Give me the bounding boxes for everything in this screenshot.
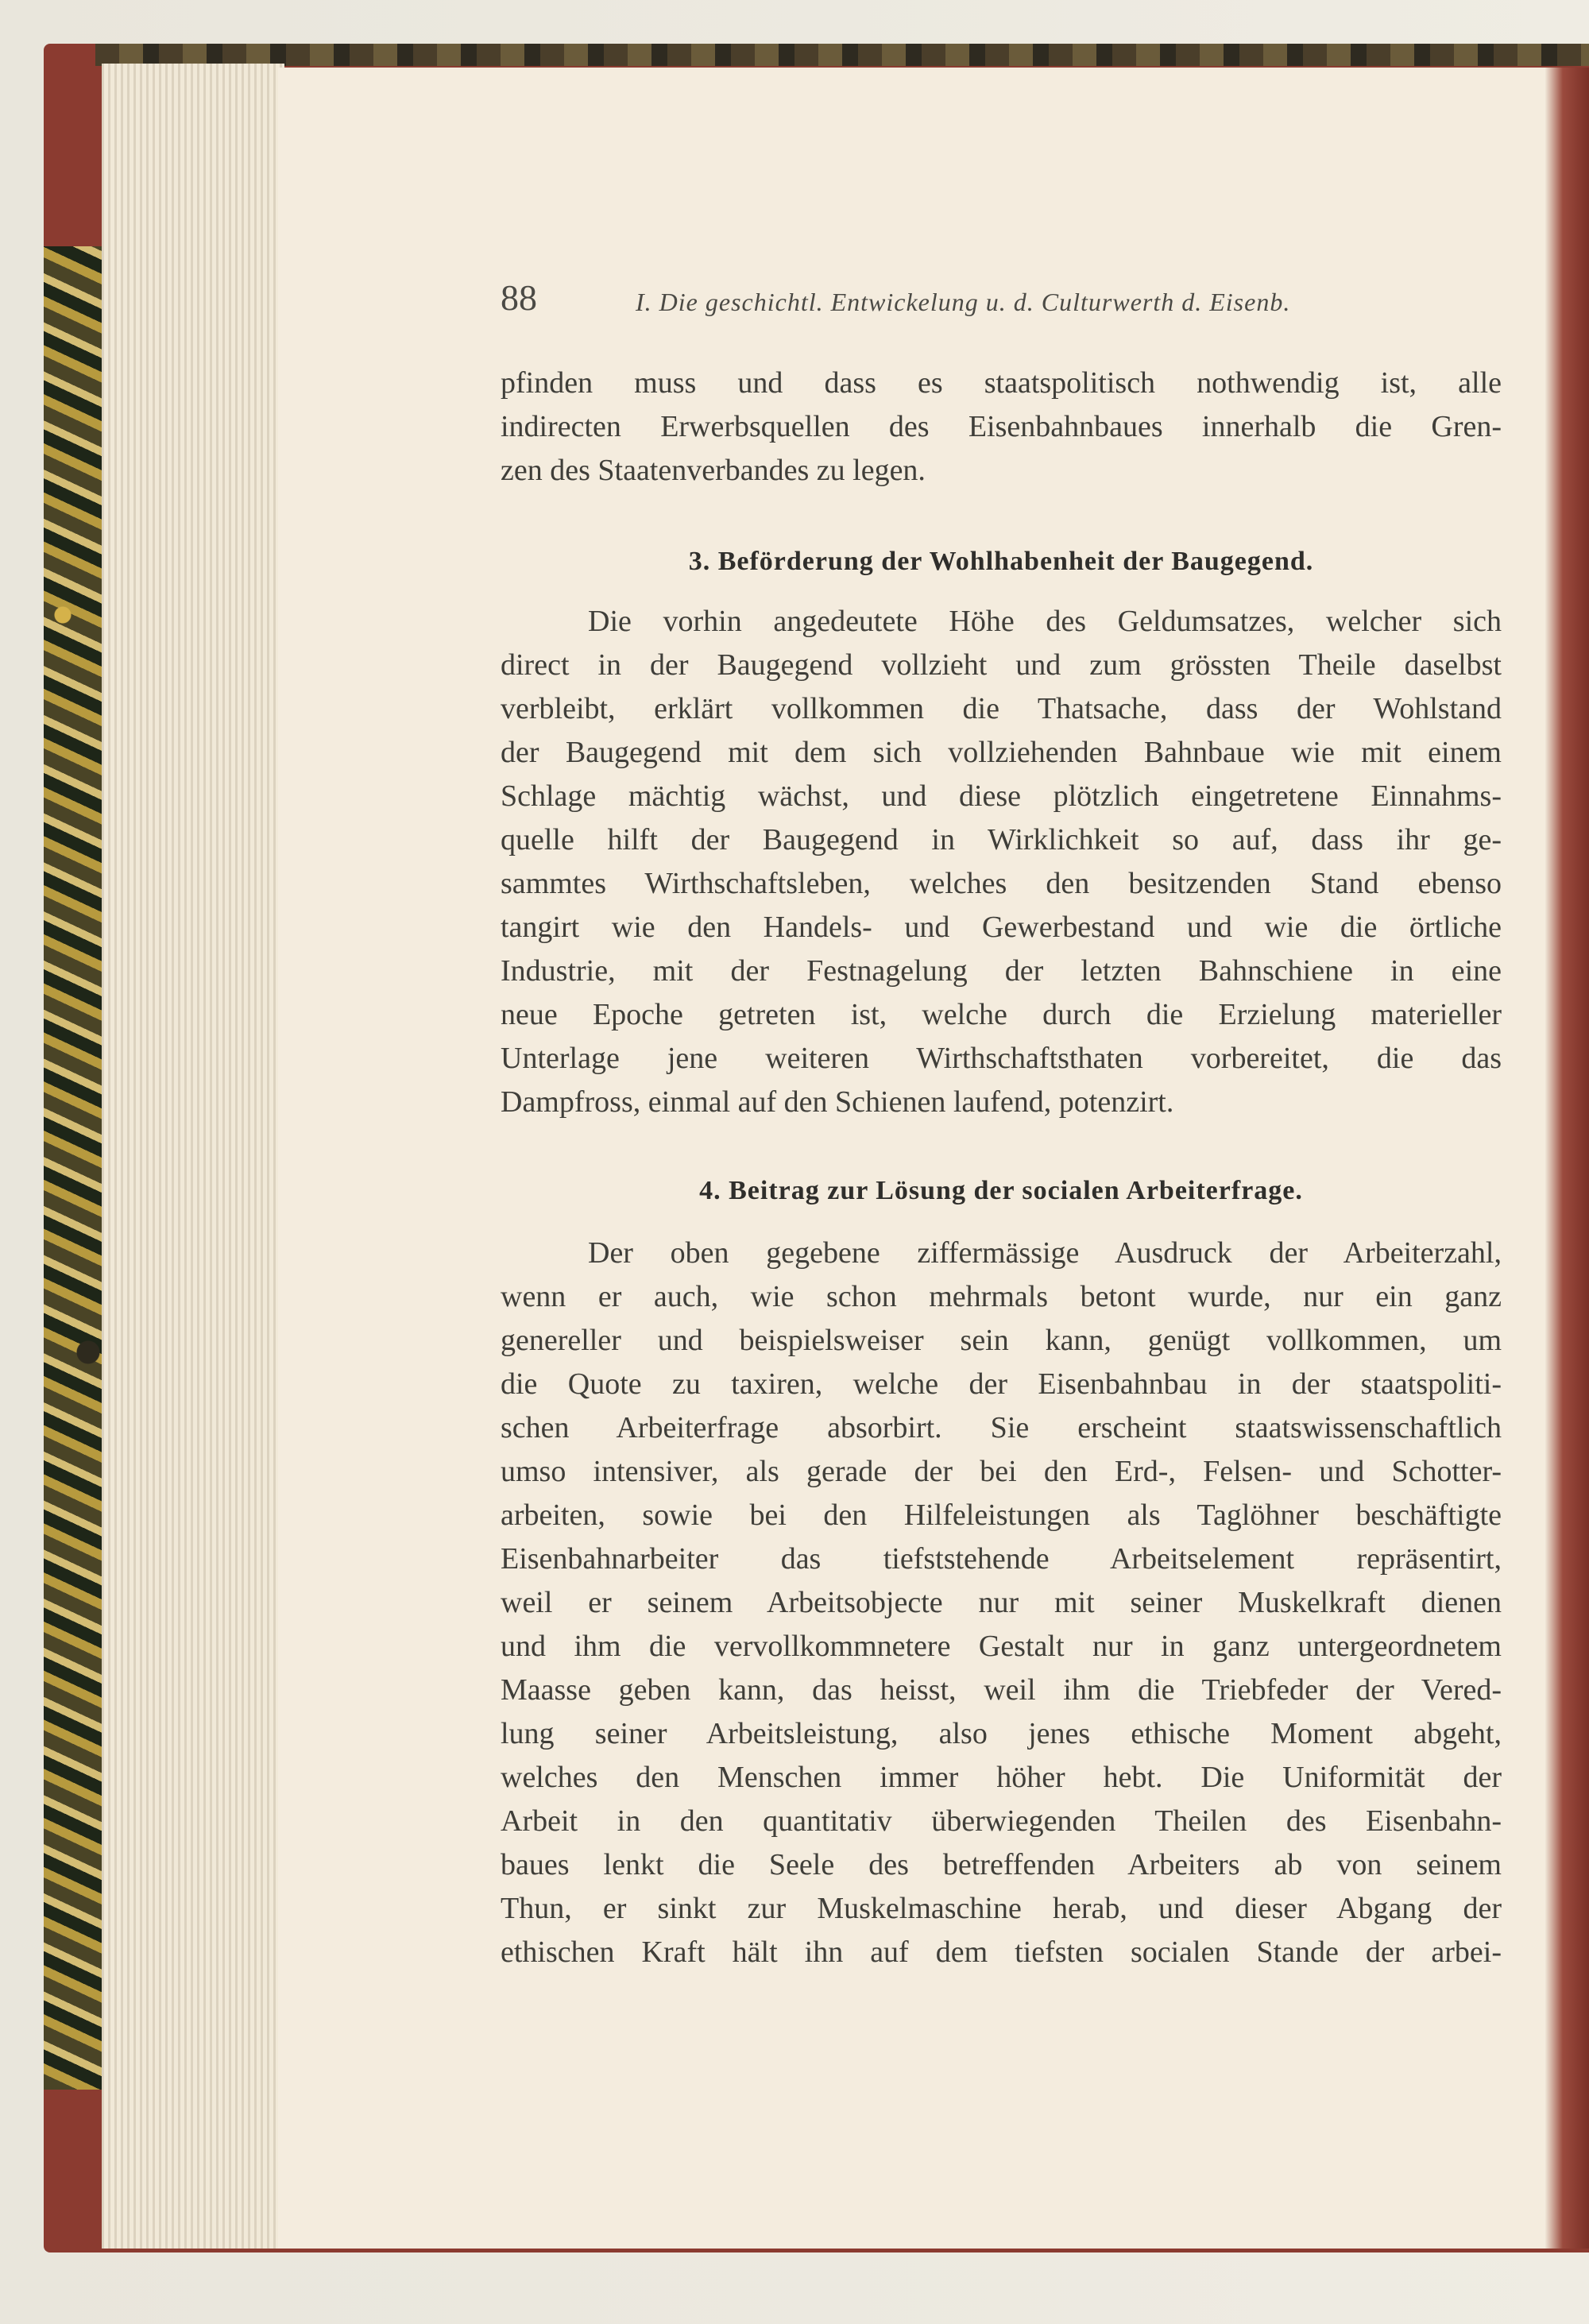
text-line: Dampfross, einmal auf den Schienen laufend, potenzirt.	[501, 1085, 1174, 1119]
text-line: umso intensiver, als gerade der bei den Erd-, Felsen- und Schotter-	[501, 1455, 1502, 1488]
text-line: ethischen Kraft hält ihn auf dem tiefsten socialen Stande der arbei-	[501, 1935, 1502, 1969]
text-line: Eisenbahnarbeiter das tiefststehende Arbeitselement repräsentirt,	[501, 1542, 1502, 1576]
text-line: weil er seinem Arbeitsobjecte nur mit seiner Muskelkraft dienen	[501, 1586, 1502, 1619]
section-4-paragraph	[501, 1232, 1502, 1974]
text-line: Thun, er sinkt zur Muskelmaschine herab, und dieser Abgang der	[501, 1892, 1502, 1925]
page-number: 88	[501, 277, 537, 318]
intro-paragraph	[501, 362, 1502, 493]
text-line: welches den Menschen immer höher hebt. Die Uniformität der	[501, 1761, 1502, 1794]
cover-top-edge	[95, 44, 1589, 66]
text-line: neue Epoche getreten ist, welche durch die Erzielung materieller	[501, 998, 1502, 1031]
text-line: Industrie, mit der Festnagelung der letzten Bahnschiene in eine	[501, 954, 1502, 988]
text-line: pfinden muss und dass es staatspolitisch nothwendig ist, alle	[501, 366, 1502, 400]
text-line: Schlage mächtig wächst, und diese plötzlich eingetretene Einnahms-	[501, 779, 1502, 813]
running-title: I. Die geschichtl. Entwickelung u. d. Culturwerth d. Eisenb.	[636, 288, 1291, 316]
text-line: quelle hilft der Baugegend in Wirklichkeit so auf, dass ihr ge-	[501, 823, 1502, 857]
text-line: baues lenkt die Seele des betreffenden Arbeiters ab von seinem	[501, 1848, 1502, 1881]
marbled-edge	[44, 246, 107, 2090]
text-line: sammtes Wirthschaftsleben, welches den besitzenden Stand ebenso	[501, 867, 1502, 900]
text-line: Die vorhin angedeutete Höhe des Geldumsatzes, welcher sich	[588, 605, 1502, 638]
text-line: lung seiner Arbeitsleistung, also jenes ethische Moment abgeht,	[501, 1717, 1502, 1750]
text-line: indirecten Erwerbsquellen des Eisenbahnbaues innerhalb die Gren-	[501, 410, 1502, 443]
text-line: genereller und beispielsweiser sein kann, genügt vollkommen, um	[501, 1324, 1502, 1357]
text-line: wenn er auch, wie schon mehrmals betont wurde, nur ein ganz	[501, 1280, 1502, 1313]
text-line: verbleibt, erklärt vollkommen die Thatsache, dass der Wohlstand	[501, 692, 1502, 725]
text-line: Maasse geben kann, das heisst, weil ihm die Triebfeder der Vered-	[501, 1673, 1502, 1707]
section-4-heading: 4. Beitrag zur Lösung der socialen Arbeiterfrage.	[699, 1176, 1303, 1205]
text-line: direct in der Baugegend vollzieht und zum grössten Theile daselbst	[501, 648, 1502, 682]
section-3-heading: 3. Beförderung der Wohlhabenheit der Baugegend.	[688, 547, 1314, 576]
text-line: der Baugegend mit dem sich vollziehenden Bahnbaue wie mit einem	[501, 736, 1502, 769]
text-line: und ihm die vervollkommnetere Gestalt nur in ganz untergeordnetem	[501, 1630, 1502, 1663]
section-3-paragraph	[501, 600, 1502, 1124]
text-line: zen des Staatenverbandes zu legen.	[501, 454, 926, 487]
page-edges	[102, 64, 284, 2249]
text-line: Der oben gegebene ziffermässige Ausdruck der Arbeiterzahl,	[588, 1236, 1502, 1270]
text-line: Arbeit in den quantitativ überwiegenden Theilen des Eisenbahn-	[501, 1804, 1502, 1838]
running-head	[501, 274, 1525, 322]
text-line: schen Arbeiterfrage absorbirt. Sie erscheint staatswissenschaftlich	[501, 1411, 1502, 1444]
right-cover-edge	[1545, 68, 1589, 2249]
text-line: arbeiten, sowie bei den Hilfeleistungen als Taglöhner beschäftigte	[501, 1498, 1502, 1532]
text-line: tangirt wie den Handels- und Gewerbestand und wie die örtliche	[501, 911, 1502, 944]
text-line: die Quote zu taxiren, welche der Eisenbahnbau in der staatspoliti-	[501, 1367, 1502, 1401]
text-line: Unterlage jene weiteren Wirthschaftsthaten vorbereitet, die das	[501, 1042, 1502, 1075]
